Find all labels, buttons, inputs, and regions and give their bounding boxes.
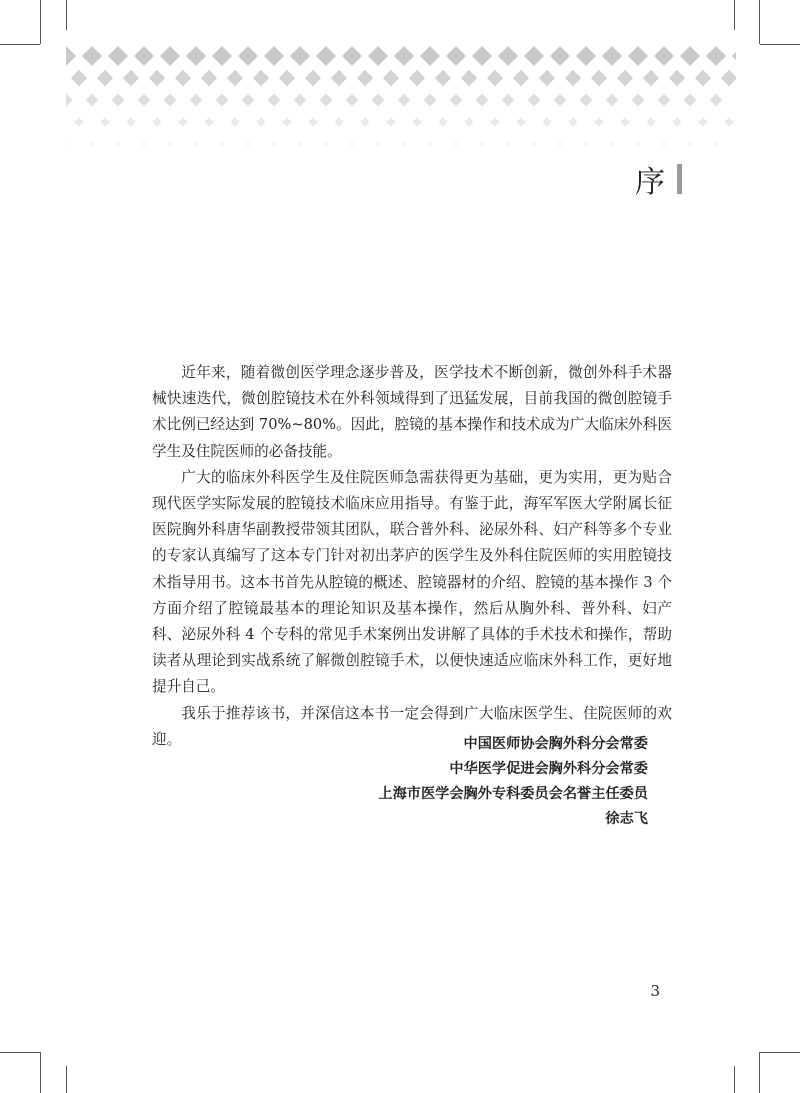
pattern-diamond bbox=[409, 70, 425, 86]
pattern-diamond bbox=[565, 70, 581, 86]
pattern-diamond bbox=[476, 94, 489, 107]
pattern-diamond bbox=[149, 70, 165, 86]
pattern-diamond bbox=[256, 117, 265, 126]
crop-mark-bottom-left-v2 bbox=[66, 1066, 67, 1093]
pattern-diamond bbox=[294, 94, 307, 107]
signature-block bbox=[378, 732, 648, 832]
crop-mark-top-left-v2 bbox=[66, 0, 67, 30]
pattern-diamond bbox=[245, 141, 251, 147]
crop-mark-bottom-left-v bbox=[40, 1052, 41, 1093]
pattern-diamond bbox=[654, 46, 674, 66]
preface-body bbox=[152, 360, 672, 753]
pattern-diamond bbox=[420, 46, 440, 66]
pattern-diamond bbox=[706, 46, 726, 66]
pattern-diamond bbox=[323, 141, 329, 147]
crop-mark-top-left-v bbox=[40, 0, 41, 44]
pattern-diamond bbox=[583, 141, 589, 147]
pattern-diamond bbox=[108, 46, 128, 66]
crop-mark-bottom-right-v bbox=[759, 1052, 760, 1093]
pattern-diamond bbox=[516, 117, 525, 126]
pattern-diamond bbox=[580, 94, 593, 107]
pattern-diamond bbox=[82, 46, 102, 66]
heading-block bbox=[635, 157, 682, 201]
pattern-diamond bbox=[268, 94, 281, 107]
author-title: 中华医学促进会胸外科分会常委 bbox=[449, 761, 648, 777]
pattern-diamond bbox=[238, 46, 258, 66]
author-title: 上海市医学会胸外专科委员会名誉主任委员 bbox=[378, 786, 648, 802]
pattern-diamond bbox=[305, 70, 321, 86]
pattern-diamond bbox=[732, 46, 736, 66]
pattern-diamond bbox=[219, 141, 225, 147]
pattern-diamond bbox=[201, 70, 217, 86]
pattern-diamond bbox=[513, 70, 529, 86]
crop-mark-bottom-right-h bbox=[760, 1052, 800, 1053]
pattern-diamond bbox=[346, 94, 359, 107]
pattern-diamond bbox=[178, 117, 187, 126]
pattern-diamond bbox=[394, 46, 414, 66]
pattern-diamond bbox=[568, 117, 577, 126]
pattern-diamond bbox=[242, 94, 255, 107]
pattern-diamond bbox=[602, 46, 622, 66]
crop-mark-top-right-h bbox=[760, 44, 800, 45]
crop-mark-top-left-h bbox=[0, 44, 40, 45]
pattern-diamond bbox=[542, 117, 551, 126]
pattern-diamond bbox=[401, 141, 407, 147]
pattern-diamond bbox=[186, 46, 206, 66]
pattern-diamond bbox=[438, 117, 447, 126]
pattern-diamond bbox=[308, 117, 317, 126]
pattern-diamond bbox=[398, 94, 411, 107]
pattern-diamond bbox=[698, 117, 707, 126]
pattern-diamond bbox=[115, 141, 121, 147]
pattern-diamond bbox=[687, 141, 693, 147]
pattern-diamond bbox=[89, 141, 95, 147]
pattern-diamond bbox=[724, 117, 733, 126]
pattern-diamond bbox=[193, 141, 199, 147]
pattern-diamond bbox=[635, 141, 641, 147]
crop-mark-bottom-left-h bbox=[0, 1052, 40, 1053]
pattern-diamond bbox=[721, 70, 736, 86]
pattern-diamond bbox=[227, 70, 243, 86]
pattern-diamond bbox=[502, 94, 515, 107]
pattern-diamond bbox=[331, 70, 347, 86]
pattern-diamond bbox=[643, 70, 659, 86]
pattern-diamond bbox=[594, 117, 603, 126]
pattern-diamond bbox=[97, 70, 113, 86]
pattern-diamond bbox=[557, 141, 563, 147]
pattern-diamond bbox=[617, 70, 633, 86]
pattern-diamond bbox=[620, 117, 629, 126]
pattern-diamond bbox=[461, 70, 477, 86]
pattern-diamond bbox=[86, 94, 99, 107]
page-title: 序 bbox=[635, 165, 667, 200]
paragraph: 我乐于推荐该书，并深信这本书一定会得到广大临床医学生、住院医师的欢迎。 bbox=[152, 704, 672, 748]
pattern-diamond bbox=[695, 70, 711, 86]
pattern-diamond bbox=[606, 94, 619, 107]
page-number: 3 bbox=[650, 982, 660, 1000]
pattern-diamond bbox=[368, 46, 388, 66]
pattern-diamond bbox=[141, 141, 147, 147]
pattern-diamond bbox=[375, 141, 381, 147]
pattern-diamond bbox=[684, 94, 697, 107]
pattern-diamond bbox=[167, 141, 173, 147]
pattern-diamond bbox=[100, 117, 109, 126]
pattern-diamond bbox=[524, 46, 544, 66]
pattern-diamond bbox=[290, 46, 310, 66]
pattern-diamond bbox=[204, 117, 213, 126]
pattern-diamond bbox=[164, 94, 177, 107]
pattern-diamond bbox=[710, 94, 723, 107]
pattern-diamond bbox=[74, 117, 83, 126]
pattern-diamond bbox=[216, 94, 229, 107]
pattern-diamond bbox=[554, 94, 567, 107]
author-name: 徐志飞 bbox=[605, 811, 648, 827]
pattern-diamond bbox=[450, 94, 463, 107]
pattern-diamond bbox=[175, 70, 191, 86]
pattern-diamond bbox=[279, 70, 295, 86]
pattern-diamond bbox=[576, 46, 596, 66]
pattern-diamond bbox=[212, 46, 232, 66]
pattern-diamond bbox=[550, 46, 570, 66]
pattern-diamond bbox=[138, 94, 151, 107]
crop-mark-top-right-v bbox=[759, 0, 760, 44]
pattern-diamond bbox=[609, 141, 615, 147]
pattern-diamond bbox=[66, 141, 69, 147]
pattern-diamond bbox=[412, 117, 421, 126]
pattern-diamond bbox=[264, 46, 284, 66]
pattern-diamond bbox=[498, 46, 518, 66]
pattern-diamond bbox=[424, 94, 437, 107]
pattern-diamond bbox=[126, 117, 135, 126]
pattern-diamond bbox=[680, 46, 700, 66]
heading-accent-bar bbox=[677, 164, 682, 194]
pattern-diamond bbox=[316, 46, 336, 66]
pattern-diamond bbox=[123, 70, 139, 86]
pattern-diamond bbox=[349, 141, 355, 147]
pattern-diamond bbox=[646, 117, 655, 126]
pattern-diamond bbox=[713, 141, 719, 147]
pattern-diamond bbox=[360, 117, 369, 126]
pattern-diamond bbox=[282, 117, 291, 126]
pattern-diamond bbox=[152, 117, 161, 126]
pattern-diamond bbox=[357, 70, 373, 86]
pattern-diamond bbox=[528, 94, 541, 107]
pattern-diamond bbox=[464, 117, 473, 126]
pattern-diamond bbox=[628, 46, 648, 66]
pattern-diamond bbox=[160, 46, 180, 66]
pattern-diamond bbox=[134, 46, 154, 66]
pattern-diamond bbox=[479, 141, 485, 147]
pattern-diamond bbox=[334, 117, 343, 126]
pattern-diamond bbox=[66, 94, 72, 107]
pattern-diamond bbox=[297, 141, 303, 147]
author-title: 中国医师协会胸外科分会常委 bbox=[463, 736, 648, 752]
pattern-diamond bbox=[435, 70, 451, 86]
crop-mark-bottom-right-v2 bbox=[734, 1066, 735, 1093]
pattern-diamond bbox=[661, 141, 667, 147]
pattern-diamond bbox=[66, 46, 76, 66]
pattern-diamond bbox=[230, 117, 239, 126]
pattern-diamond bbox=[446, 46, 466, 66]
pattern-diamond bbox=[669, 70, 685, 86]
pattern-diamond bbox=[427, 141, 433, 147]
pattern-diamond bbox=[531, 141, 537, 147]
pattern-diamond bbox=[253, 70, 269, 86]
crop-mark-top-right-v2 bbox=[734, 0, 735, 30]
pattern-diamond bbox=[453, 141, 459, 147]
pattern-diamond bbox=[539, 70, 555, 86]
pattern-diamond bbox=[658, 94, 671, 107]
pattern-diamond bbox=[320, 94, 333, 107]
pattern-diamond bbox=[71, 70, 87, 86]
pattern-diamond bbox=[591, 70, 607, 86]
pattern-diamond bbox=[271, 141, 277, 147]
pattern-diamond bbox=[672, 117, 681, 126]
paragraph: 近年来，随着微创医学理念逐步普及，医学技术不断创新，微创外科手术器械快速迭代，微创腔镜技术在外科领域得到了迅猛发展，目前我国的微创腔镜手术比例已经达到 70%~80%。因此，腔镜的基本操作和技术成为广大临床外科医学生及住院医师的必备技能。 bbox=[152, 364, 672, 460]
pattern-diamond bbox=[342, 46, 362, 66]
paragraph: 广大的临床外科医学生及住院医师急需获得更为基础，更为实用，更为贴合现代医学实际发展的腔镜技术临床应用指导。有鉴于此，海军军医大学附属长征医院胸外科唐华副教授带领其团队，联合普外科、泌尿外科、妇产科等多个专业的专家认真编写了这本专门针对初出茅庐的医学生及外科住院医师的实用腔镜技术指导用书。这本书首先从腔镜的概述、腔镜器材的介绍、腔镜的基本操作 3 个方面介绍了腔镜最基本的理论知识及基本操作，然后从胸外科、普外科、妇产科、泌尿外科 4 个专科的常见手术案例出发讲解了具体的手术技术和操作，帮助读者从理论到实战系统了解微创腔镜手术，以便快速适应临床外科工作，更好地提升自己。 bbox=[152, 468, 672, 696]
pattern-diamond bbox=[632, 94, 645, 107]
pattern-diamond bbox=[472, 46, 492, 66]
pattern-diamond bbox=[372, 94, 385, 107]
pattern-diamond bbox=[112, 94, 125, 107]
pattern-diamond bbox=[190, 94, 203, 107]
pattern-diamond bbox=[505, 141, 511, 147]
pattern-diamond bbox=[386, 117, 395, 126]
pattern-diamond bbox=[490, 117, 499, 126]
pattern-diamond bbox=[383, 70, 399, 86]
pattern-diamond bbox=[487, 70, 503, 86]
decorative-pattern bbox=[66, 44, 736, 156]
